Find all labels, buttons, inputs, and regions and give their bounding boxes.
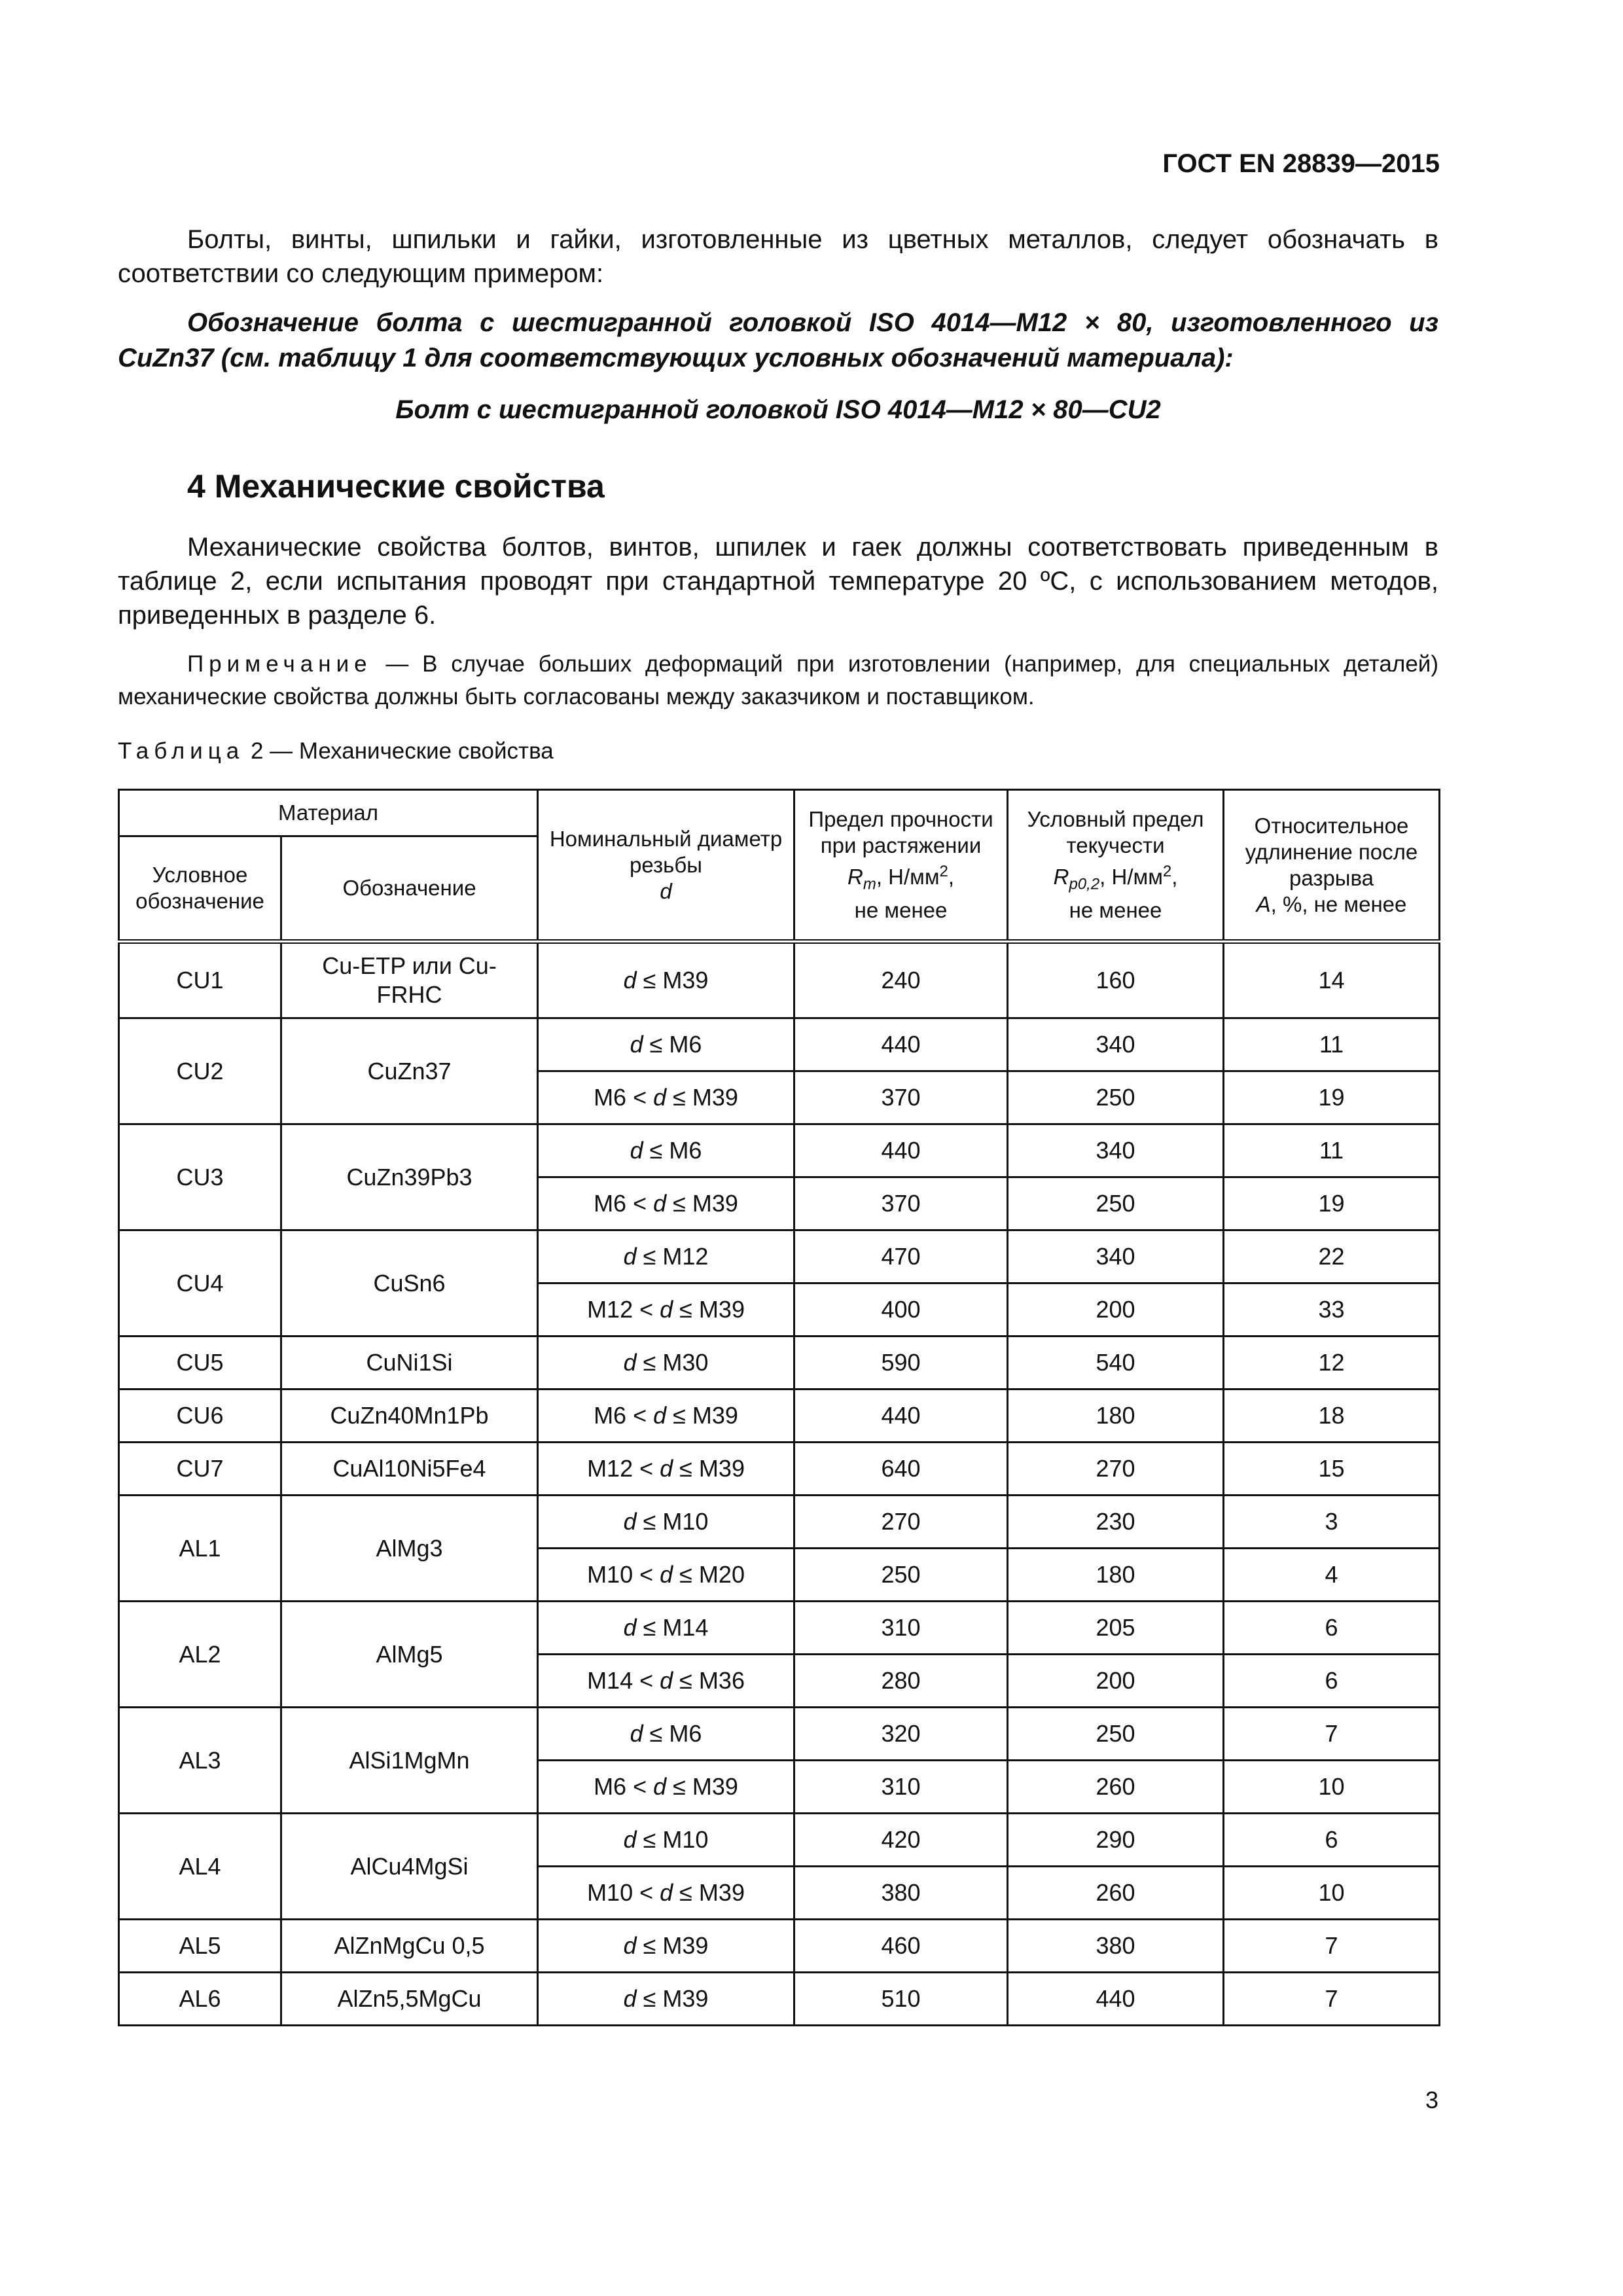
cell-designation: CuSn6: [281, 1230, 538, 1336]
cell-yield: 250: [1008, 1071, 1224, 1124]
cell-diameter: M6 < d ≤ M39: [538, 1390, 794, 1443]
header-material: Материал: [119, 790, 538, 836]
cell-elongation: 7: [1224, 1708, 1440, 1761]
cell-elongation: 11: [1224, 1124, 1440, 1177]
cell-tensile: 440: [794, 1018, 1008, 1071]
intro-paragraph: Болты, винты, шпильки и гайки, изготовленные из цветных металлов, следует обозначать в соответствии со следующим примером:: [118, 225, 1438, 288]
cell-designation: CuNi1Si: [281, 1336, 538, 1390]
cell-yield: 230: [1008, 1496, 1224, 1549]
cell-elongation: 11: [1224, 1018, 1440, 1071]
cell-tensile: 250: [794, 1549, 1008, 1602]
cell-code: CU7: [119, 1443, 281, 1496]
cell-code: CU5: [119, 1336, 281, 1390]
cell-tensile: 280: [794, 1655, 1008, 1708]
cell-tensile: 470: [794, 1230, 1008, 1283]
cell-elongation: 15: [1224, 1443, 1440, 1496]
cell-yield: 380: [1008, 1920, 1224, 1973]
cell-code: CU3: [119, 1124, 281, 1230]
cell-tensile: 310: [794, 1761, 1008, 1814]
cell-elongation: 19: [1224, 1071, 1440, 1124]
table-row: [119, 942, 1440, 1018]
table-row: [119, 1230, 1440, 1283]
table-row: [119, 1602, 1440, 1655]
cell-elongation: 4: [1224, 1549, 1440, 1602]
cell-tensile: 400: [794, 1283, 1008, 1336]
cell-designation: CuZn39Pb3: [281, 1124, 538, 1230]
cell-diameter: d ≤ M10: [538, 1814, 794, 1867]
note-label: Примечание: [187, 651, 372, 677]
cell-yield: 340: [1008, 1018, 1224, 1071]
cell-code: AL5: [119, 1920, 281, 1973]
table-row: [119, 1018, 1440, 1071]
cell-yield: 250: [1008, 1708, 1224, 1761]
table-row: [119, 1390, 1440, 1443]
example-designation: Болт с шестигранной головкой ISO 4014—M12 × 80—CU2: [395, 395, 1161, 424]
cell-diameter: d ≤ M6: [538, 1124, 794, 1177]
cell-designation: CuAl10Ni5Fe4: [281, 1443, 538, 1496]
standard-id: ГОСТ EN 28839—2015: [1162, 149, 1440, 178]
note-text: — В случае больших деформаций при изготовлении (например, для специальных деталей) механические свойства должны быть согласованы между заказчиком и поставщиком.: [118, 651, 1438, 709]
cell-elongation: 6: [1224, 1655, 1440, 1708]
cell-yield: 205: [1008, 1602, 1224, 1655]
cell-diameter: M6 < d ≤ M39: [538, 1071, 794, 1124]
cell-elongation: 10: [1224, 1867, 1440, 1920]
page-number: 3: [1425, 2087, 1438, 2113]
cell-designation: Cu-ETP или Cu-FRHC: [281, 942, 538, 1018]
header-elongation: Относительное удлинение после разрыва A, %, не менее: [1224, 790, 1440, 942]
cell-diameter: d ≤ M39: [538, 942, 794, 1018]
table-row: [119, 1496, 1440, 1549]
cell-diameter: M12 < d ≤ M39: [538, 1283, 794, 1336]
cell-diameter: d ≤ M30: [538, 1336, 794, 1390]
cell-tensile: 420: [794, 1814, 1008, 1867]
cell-elongation: 3: [1224, 1496, 1440, 1549]
cell-diameter: M14 < d ≤ M36: [538, 1655, 794, 1708]
cell-tensile: 320: [794, 1708, 1008, 1761]
cell-designation: AlCu4MgSi: [281, 1814, 538, 1920]
cell-tensile: 310: [794, 1602, 1008, 1655]
cell-code: CU1: [119, 942, 281, 1018]
cell-yield: 440: [1008, 1973, 1224, 2026]
cell-tensile: 510: [794, 1973, 1008, 2026]
cell-elongation: 19: [1224, 1177, 1440, 1230]
mechanical-properties-table: [118, 789, 1440, 2026]
cell-tensile: 370: [794, 1071, 1008, 1124]
header-code: Условное обозначение: [119, 836, 281, 942]
cell-designation: AlMg3: [281, 1496, 538, 1602]
cell-elongation: 7: [1224, 1973, 1440, 2026]
table-row: [119, 1124, 1440, 1177]
cell-code: AL6: [119, 1973, 281, 2026]
cell-elongation: 33: [1224, 1283, 1440, 1336]
cell-yield: 270: [1008, 1443, 1224, 1496]
table-row: [119, 1443, 1440, 1496]
cell-tensile: 440: [794, 1124, 1008, 1177]
cell-tensile: 370: [794, 1177, 1008, 1230]
cell-yield: 340: [1008, 1124, 1224, 1177]
table-row: [119, 1973, 1440, 2026]
cell-tensile: 640: [794, 1443, 1008, 1496]
cell-elongation: 12: [1224, 1336, 1440, 1390]
cell-diameter: M6 < d ≤ M39: [538, 1761, 794, 1814]
cell-tensile: 380: [794, 1867, 1008, 1920]
cell-yield: 260: [1008, 1761, 1224, 1814]
cell-diameter: d ≤ M14: [538, 1602, 794, 1655]
cell-diameter: d ≤ M10: [538, 1496, 794, 1549]
table-caption-label: Таблица: [118, 738, 245, 764]
cell-diameter: d ≤ M6: [538, 1018, 794, 1071]
cell-designation: CuZn37: [281, 1018, 538, 1124]
cell-yield: 250: [1008, 1177, 1224, 1230]
cell-yield: 290: [1008, 1814, 1224, 1867]
cell-tensile: 590: [794, 1336, 1008, 1390]
cell-elongation: 18: [1224, 1390, 1440, 1443]
cell-code: AL1: [119, 1496, 281, 1602]
table-row: [119, 1920, 1440, 1973]
header-designation: Обозначение: [281, 836, 538, 942]
table-caption-text: 2 — Механические свойства: [244, 738, 554, 764]
table-caption: [118, 738, 554, 764]
cell-yield: 200: [1008, 1283, 1224, 1336]
note: [118, 648, 1438, 713]
cell-elongation: 6: [1224, 1814, 1440, 1867]
cell-designation: AlZnMgCu 0,5: [281, 1920, 538, 1973]
header-yield-strength: Условный предел текучести $R_{p0,2}$, $Н/мм^2$, не менее: [1008, 790, 1224, 942]
cell-yield: 180: [1008, 1549, 1224, 1602]
cell-tensile: 460: [794, 1920, 1008, 1973]
cell-yield: 200: [1008, 1655, 1224, 1708]
cell-diameter: d ≤ M6: [538, 1708, 794, 1761]
cell-diameter: d ≤ M12: [538, 1230, 794, 1283]
cell-yield: 160: [1008, 942, 1224, 1018]
cell-designation: CuZn40Mn1Pb: [281, 1390, 538, 1443]
cell-yield: 540: [1008, 1336, 1224, 1390]
cell-diameter: M6 < d ≤ M39: [538, 1177, 794, 1230]
cell-yield: 260: [1008, 1867, 1224, 1920]
table-body: [119, 942, 1440, 2026]
header-tensile-strength: Предел прочности при растяжении $R_m$, $Н/мм^2$, не менее: [794, 790, 1008, 942]
table-row: [119, 1814, 1440, 1867]
table-row: [119, 1336, 1440, 1390]
cell-diameter: M12 < d ≤ M39: [538, 1443, 794, 1496]
cell-elongation: 22: [1224, 1230, 1440, 1283]
cell-diameter: d ≤ M39: [538, 1973, 794, 2026]
cell-code: AL3: [119, 1708, 281, 1814]
cell-elongation: 10: [1224, 1761, 1440, 1814]
cell-elongation: 6: [1224, 1602, 1440, 1655]
cell-designation: AlZn5,5MgCu: [281, 1973, 538, 2026]
header-diameter: Номинальный диаметр резьбы d: [538, 790, 794, 942]
cell-code: CU4: [119, 1230, 281, 1336]
cell-tensile: 270: [794, 1496, 1008, 1549]
cell-elongation: 7: [1224, 1920, 1440, 1973]
cell-code: CU2: [119, 1018, 281, 1124]
cell-code: AL2: [119, 1602, 281, 1708]
cell-yield: 340: [1008, 1230, 1224, 1283]
cell-diameter: M10 < d ≤ M39: [538, 1867, 794, 1920]
cell-code: AL4: [119, 1814, 281, 1920]
cell-elongation: 14: [1224, 942, 1440, 1018]
cell-tensile: 240: [794, 942, 1008, 1018]
cell-designation: AlMg5: [281, 1602, 538, 1708]
example-text: Обозначение болта с шестигранной головкой ISO 4014—M12 × 80, изготовленного из CuZn37 (см. таблицу 1 для соответствующих условных обозначений материала):: [118, 308, 1438, 372]
cell-designation: AlSi1MgMn: [281, 1708, 538, 1814]
cell-diameter: d ≤ M39: [538, 1920, 794, 1973]
section-title: 4 Механические свойства: [187, 468, 605, 505]
table-row: [119, 1708, 1440, 1761]
section-paragraph: Механические свойства болтов, винтов, шпилек и гаек должны соответствовать приведенным в таблице 2, если испытания проводят при стандартной температуре 20 ºC, с использованием методов, приведенных в разделе 6.: [118, 533, 1438, 630]
cell-code: CU6: [119, 1390, 281, 1443]
cell-yield: 180: [1008, 1390, 1224, 1443]
cell-diameter: M10 < d ≤ M20: [538, 1549, 794, 1602]
cell-tensile: 440: [794, 1390, 1008, 1443]
